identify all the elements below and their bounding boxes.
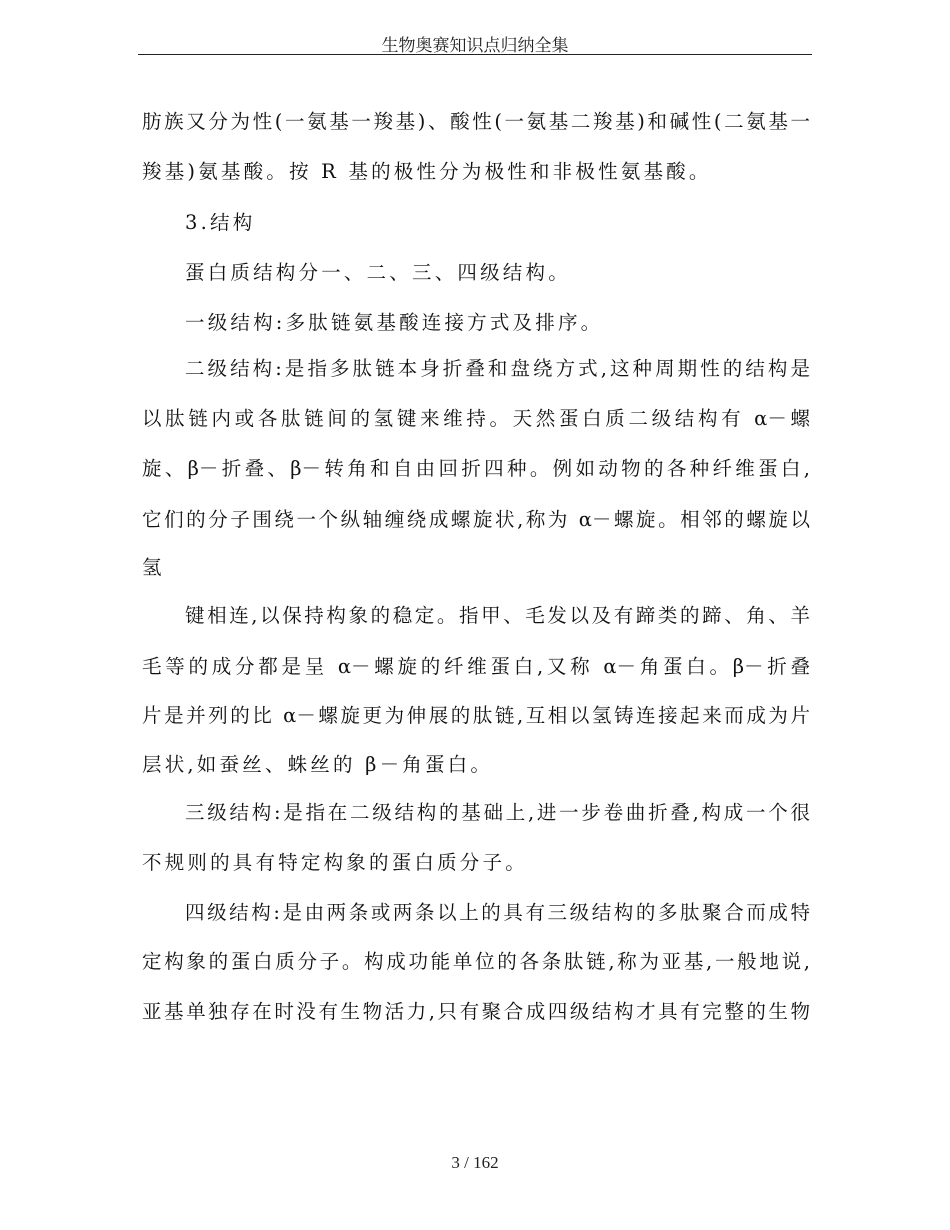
section-heading: 3.结构: [185, 211, 256, 234]
text-line: 肪族又分为性(一氨基一羧基)、酸性(一氨基二羧基)和碱性(二氨基一: [142, 110, 810, 133]
page-number: 3 / 162: [451, 1153, 499, 1172]
text-line: 片是并列的比 α－螺旋更为伸展的肽链,互相以氢铸连接起来而成为片: [142, 704, 810, 727]
text-line: 氢: [142, 556, 165, 579]
text-line: 不规则的具有特定构象的蛋白质分子。: [142, 851, 528, 874]
text-line: 四级结构:是由两条或两条以上的具有三级结构的多肽聚合而成特: [185, 901, 810, 924]
text-line: 定构象的蛋白质分子。构成功能单位的各条肽链,称为亚基,一般地说,: [142, 950, 810, 973]
text-line: 蛋白质结构分一、二、三、四级结构。: [185, 261, 571, 284]
running-header-title: 生物奥赛知识点归纳全集: [381, 36, 569, 56]
text-line: 亚基单独存在时没有生物活力,只有聚合成四级结构才具有完整的生物: [142, 1000, 810, 1023]
text-line: 羧基)氨基酸。按 R 基的极性分为极性和非极性氨基酸。: [142, 160, 712, 183]
text-line: 它们的分子围绕一个纵轴缠绕成螺旋状,称为 α－螺旋。相邻的螺旋以: [142, 508, 810, 531]
text-line: 二级结构:是指多肽链本身折叠和盘绕方式,这种周期性的结构是: [185, 357, 810, 380]
text-line: 一级结构:多肽链氨基酸连接方式及排序。: [185, 311, 604, 334]
text-line: 键相连,以保持构象的稳定。指甲、毛发以及有蹄类的蹄、角、羊: [185, 604, 810, 627]
header-divider: [138, 54, 812, 55]
text-line: 毛等的成分都是呈 α－螺旋的纤维蛋白,又称 α－角蛋白。β－折叠: [142, 655, 810, 678]
text-line: 层状,如蚕丝、蛛丝的 β－角蛋白。: [142, 753, 494, 776]
text-line: 旋、β－折叠、β－转角和自由回折四种。例如动物的各种纤维蛋白,: [142, 457, 810, 480]
text-line: 以肽链内或各肽链间的氢键来维持。天然蛋白质二级结构有 α－螺: [142, 407, 810, 430]
text-line: 三级结构:是指在二级结构的基础上,进一步卷曲折叠,构成一个很: [185, 801, 810, 824]
